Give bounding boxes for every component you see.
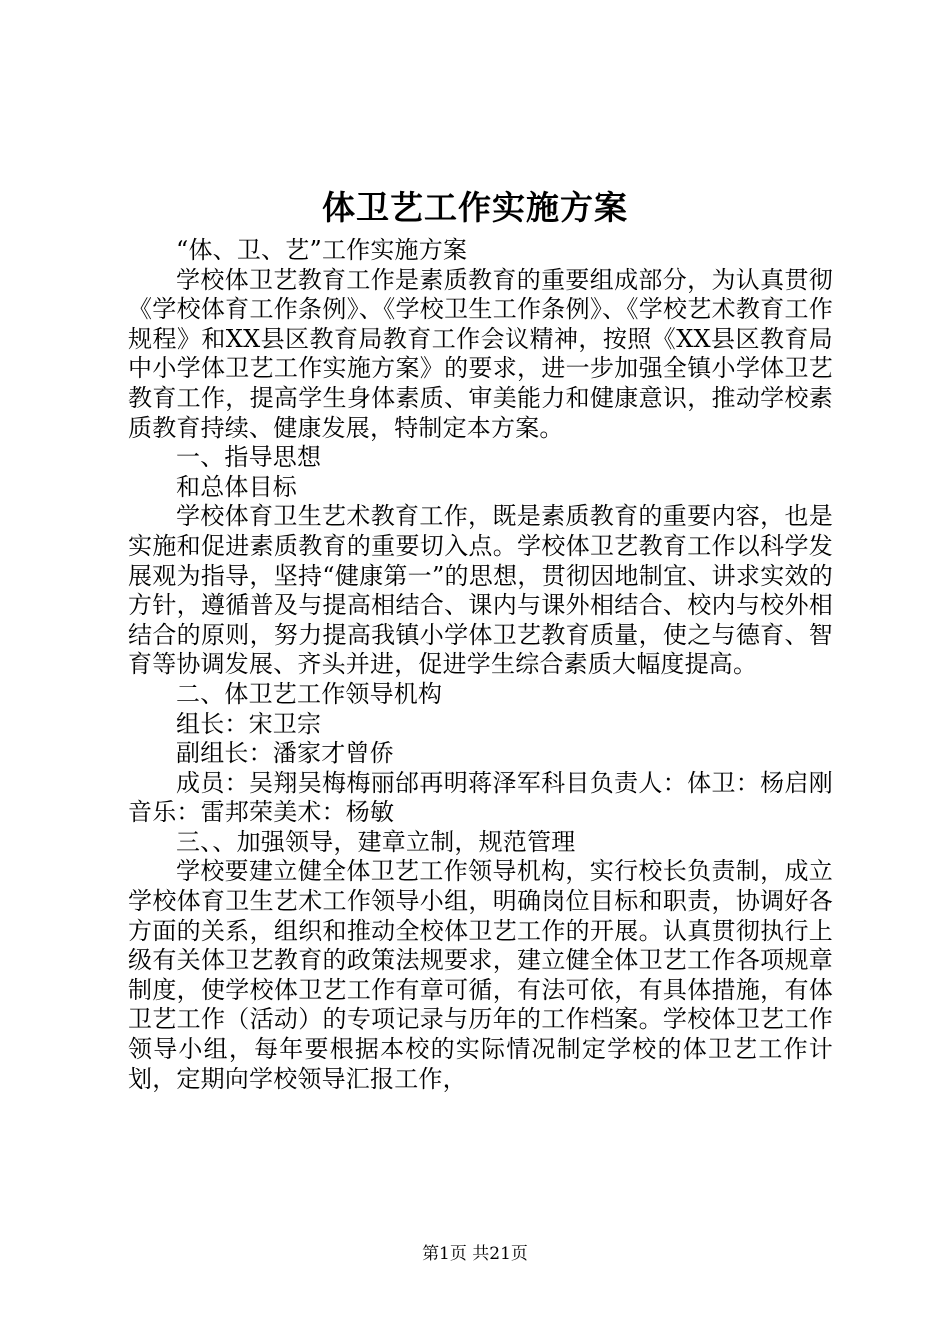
heading-leadership: 二、体卫艺工作领导机构 — [176, 679, 443, 708]
heading-management: 三、、加强领导，建章立制，规范管理 — [176, 827, 576, 856]
paragraph-subtitle: “体、卫、艺”工作实施方案 — [176, 236, 468, 264]
document-body — [128, 236, 833, 1094]
paragraph-members: 成员：吴翔吴梅梅丽邰再明蒋泽军科目负责人：体卫：杨启刚音乐：雷邦荣美术：杨敏 — [128, 768, 833, 827]
paragraph-guiding-content: 学校体育卫生艺术教育工作，既是素质教育的重要内容，也是实施和促进素质教育的重要切入点。学校体卫艺教育工作以科学发展观为指导，坚持“健康第一”的思想，贯彻因地制宜、讲求实效的方针，遵循普及与提高相结合、课内与课外相结合、校内与校外相结合的原则，努力提高我镇小学体卫艺教育质量，使之与德育、智育等协调发展、齐头并进，促进学生综合素质大幅度提高。 — [128, 502, 833, 679]
paragraph-management-content: 学校要建立健全体卫艺工作领导机构，实行校长负责制，成立学校体育卫生艺术工作领导小组，明确岗位目标和职责，协调好各方面的关系，组织和推动全校体卫艺工作的开展。认真贯彻执行上级有关体卫艺教育的政策法规要求，建立健全体卫艺工作各项规章制度，使学校体卫艺工作有章可循，有法可依，有具体措施，有体卫艺工作（活动）的专项记录与历年的工作档案。学校体卫艺工作领导小组，每年要根据本校的实际情况制定学校的体卫艺工作计划，定期向学校领导汇报工作， — [128, 857, 833, 1093]
heading-guiding-thought: 一、指导思想 — [176, 443, 322, 472]
paragraph-deputy-leader: 副组长：潘家才曾侨 — [176, 739, 394, 768]
paragraph-intro: 学校体卫艺教育工作是素质教育的重要组成部分，为认真贯彻《学校体育工作条例》、《学校卫生工作条例》、《学校艺术教育工作规程》和XX县区教育局教育工作会议精神，按照《XX县区教育局中小学体卫艺工作实施方案》的要求，进一步加强全镇小学体卫艺教育工作，提高学生身体素质、审美能力和健康意识，推动学校素质教育持续、健康发展，特制定本方案。 — [128, 265, 833, 442]
heading-overall-goal: 和总体目标 — [176, 472, 297, 501]
document-title: 体卫艺工作实施方案 — [322, 188, 628, 227]
paragraph-leader: 组长：宋卫宗 — [176, 709, 322, 738]
page-number-footer: 第1页 共21页 — [422, 1244, 528, 1264]
